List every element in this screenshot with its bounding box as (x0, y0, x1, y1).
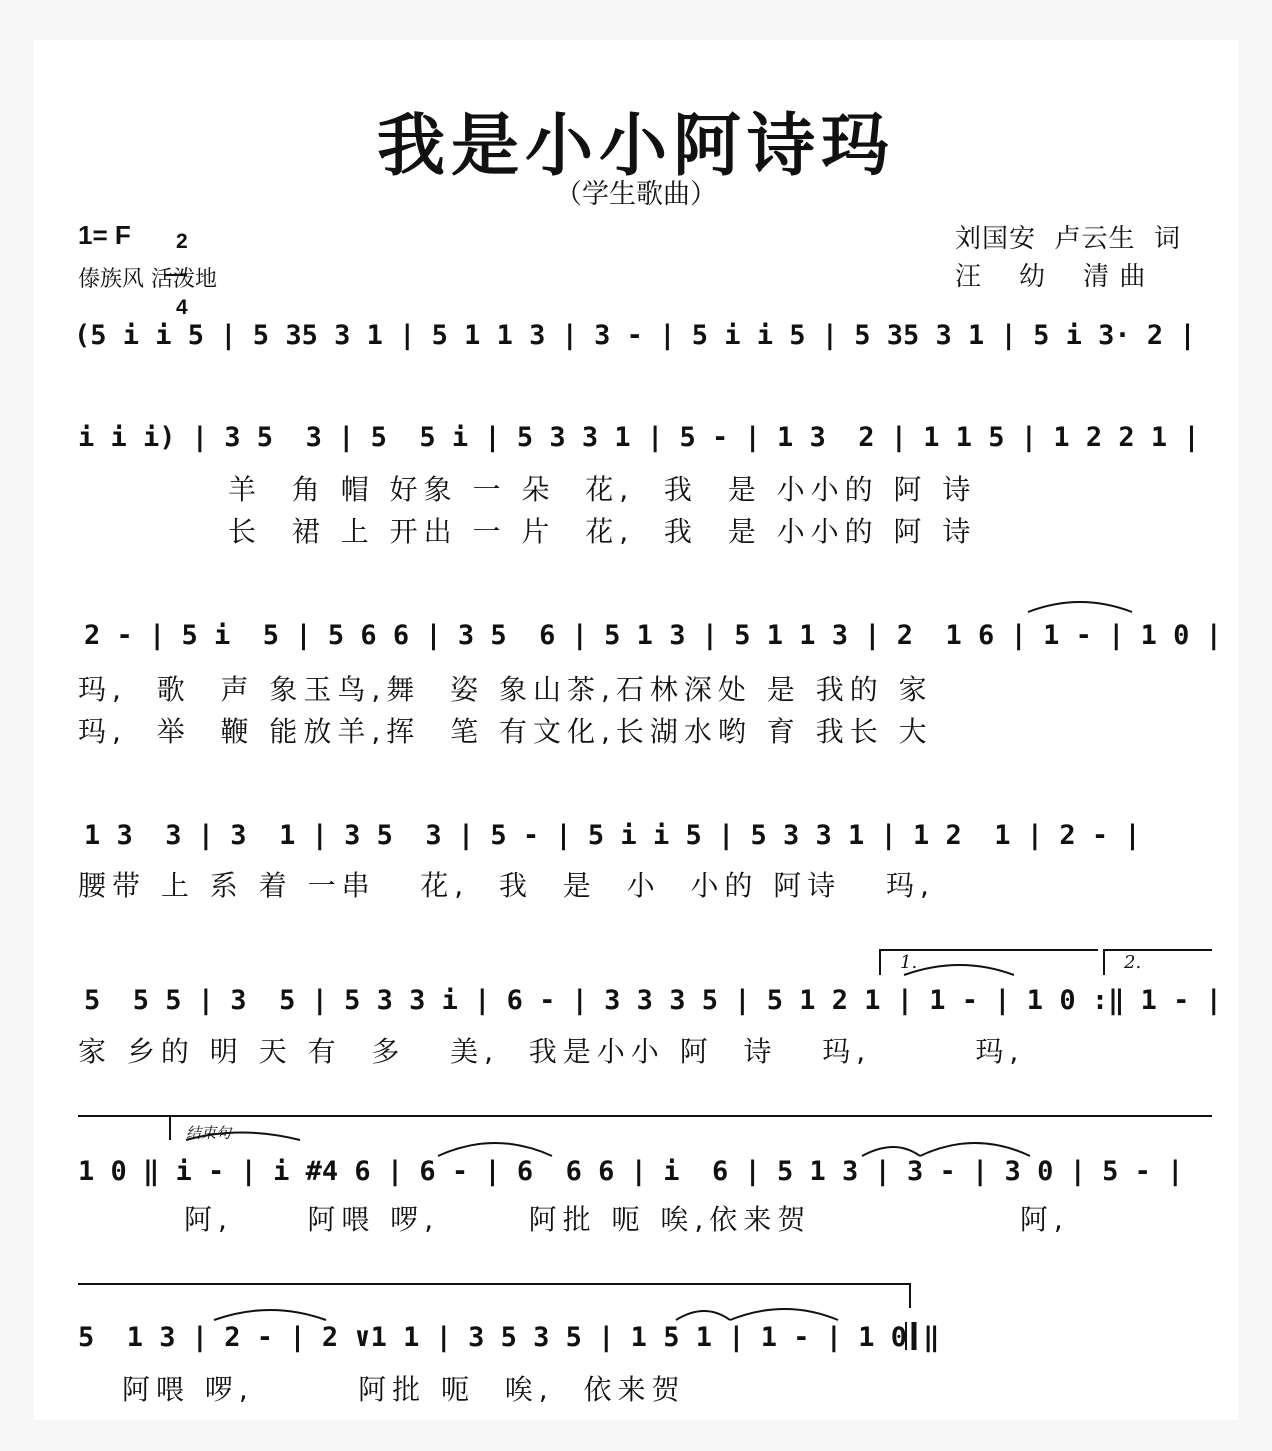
slur-line-3 (1028, 602, 1132, 612)
slur-volta-1 (904, 965, 1014, 975)
notation-line-5: 5 5 5 | 3 5 | 5 3 3 i | 6 - | 3 3 3 5 | 5 1 2 1 | 1 - | 1 0 :‖ 1 - | (84, 985, 1222, 1016)
lyrics-line-5: 家 乡的 明 天 有 多 美, 我是小小 阿 诗 玛, 玛, (78, 1035, 1025, 1068)
slur-line-6-b (862, 1147, 920, 1156)
lyrics-line-2-verse-1: 羊 角 帽 好象 一 朵 花, 我 是 小小的 阿 诗 (228, 473, 977, 506)
volta-2-bracket (1104, 950, 1212, 975)
notation-line-7: 5 1 3 | 2 - | 2 ∨1 1 | 3 5 3 5 | 1 5 1 | 1 - | 1 0 ‖ (78, 1322, 940, 1353)
lyrics-line-6: 阿, 阿喂 啰, 阿批 呃 唉,依来贺 阿, (184, 1203, 1069, 1236)
slur-ending-label (186, 1133, 300, 1141)
ending-section-label: 结束句 (186, 1124, 232, 1142)
slur-line-6-a (438, 1143, 552, 1156)
slur-line-7-a (214, 1310, 326, 1320)
ending-bracket-line-7 (78, 1284, 910, 1308)
notation-line-2: i i i) | 3 5 3 | 5 5 i | 5 3 3 1 | 5 - | 1 3 2 | 1 1 5 | 1 2 2 1 | (78, 422, 1200, 453)
key-signature: 1= F (78, 220, 131, 250)
slur-line-6-c (920, 1143, 1030, 1156)
notation-line-1: (5 i i 5 | 5 35 3 1 | 5 1 1 3 | 3 - | 5 i i 5 | 5 35 3 1 | 5 i 3· 2 | (74, 320, 1196, 351)
composer-credit: 汪 幼 清 曲 (955, 262, 1147, 292)
notation-line-3: 2 - | 5 i 5 | 5 6 6 | 3 5 6 | 5 1 3 | 5 1 1 3 | 2 1 6 | 1 - | 1 0 | (84, 620, 1222, 651)
tempo-marking: 傣族风 活泼地 (78, 267, 217, 292)
lyrics-line-2-verse-2: 长 裙 上 开出 一 片 花, 我 是 小小的 阿 诗 (228, 515, 977, 548)
lyricist-credit: 刘国安 卢云生 词 (955, 224, 1182, 254)
lyrics-line-4: 腰带 上 系 着 一串 花, 我 是 小 小的 阿诗 玛, (78, 869, 935, 902)
song-title: 我是小小阿诗玛 (376, 106, 895, 186)
lyrics-line-3-verse-2: 玛, 举 鞭 能放羊,挥 笔 有文化,长湖水哟 育 我长 大 (78, 715, 933, 748)
notation-line-4: 1 3 3 | 3 1 | 3 5 3 | 5 - | 5 i i 5 | 5 3 3 1 | 1 2 1 | 2 - | (84, 820, 1141, 851)
song-subtitle: （学生歌曲） (555, 179, 717, 210)
slur-line-7-b (676, 1311, 730, 1320)
time-signature-top: 2 (175, 230, 188, 253)
notation-line-6: 1 0 ‖ i - | i #4 6 | 6 - | 6 6 6 | i 6 | 5 1 3 | 3 - | 3 0 | 5 - | (78, 1156, 1184, 1187)
lyrics-line-7: 阿喂 啰, 阿批 呃 唉, 依来贺 (122, 1373, 686, 1406)
slur-line-7-c (730, 1309, 838, 1320)
time-signature-bottom: 4 (175, 296, 188, 319)
volta-2-label: 2. (1124, 952, 1142, 973)
volta-1-label: 1. (900, 952, 918, 973)
lyrics-line-3-verse-1: 玛, 歌 声 象玉鸟,舞 姿 象山茶,石林深处 是 我的 家 (78, 673, 933, 706)
